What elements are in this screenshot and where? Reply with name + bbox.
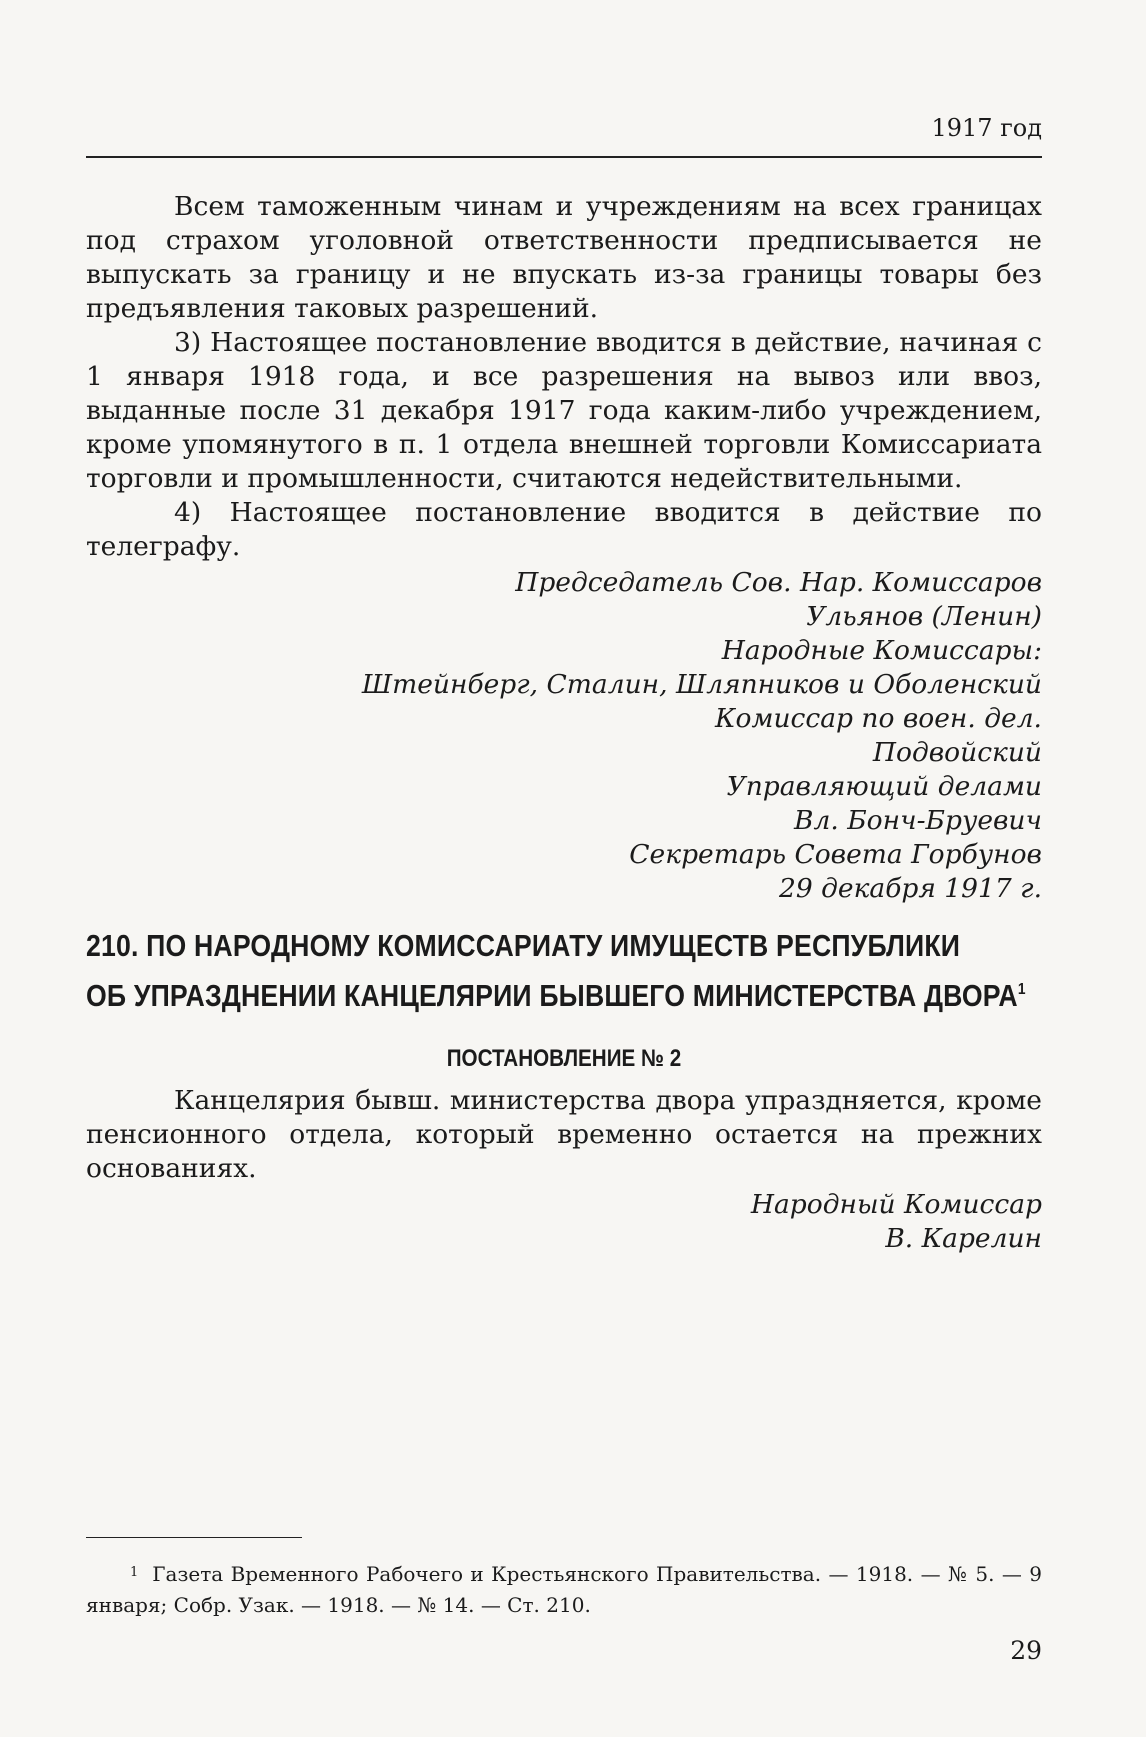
footnote-text: Газета Временного Рабочего и Крестьянского Правительства. — 1918. — № 5. — 9 января; Собр. Узак. — 1918. — № 14. — Ст. 210. xyxy=(86,1562,1042,1617)
heading-line: 210. ПО НАРОДНОМУ КОМИССАРИАТУ ИМУЩЕСТВ РЕСПУБЛИКИ xyxy=(86,928,961,963)
signature-line: Председатель Сов. Нар. Комиссаров xyxy=(515,567,1042,598)
body-paragraph: 4) Настоящее постановление вводится в действие по телеграфу. xyxy=(86,497,1042,562)
page-number: 29 xyxy=(1010,1636,1042,1665)
resolution-paragraph: Канцелярия бывш. министерства двора упраздняется, кроме пенсионного отдела, который временно остается на прежних основаниях. xyxy=(86,1085,1042,1184)
signature-date: 29 декабря 1917 г. xyxy=(778,873,1042,904)
footnote-marker: 1 xyxy=(130,1565,139,1580)
signature-line: В. Карелин xyxy=(885,1223,1042,1254)
document-heading xyxy=(86,924,1042,1018)
footnote xyxy=(86,1557,1042,1621)
signature-line: Управляющий делами xyxy=(726,771,1042,802)
signature-line: Народные Комиссары: xyxy=(721,635,1042,666)
footnote-rule xyxy=(86,1537,302,1538)
signature-line: Народный Комиссар xyxy=(750,1189,1042,1220)
page-body xyxy=(86,190,1042,1256)
body-paragraph: 3) Настоящее постановление вводится в действие, начиная с 1 января 1918 года, и все разрешения на вывоз или ввоз, выданные после 31 декабря 1917 года каким-либо учреждением, кроме упомянутого в п. 1 отдела внешней торговли Комиссариата торговли и промышленности, считаются недействительными. xyxy=(86,327,1042,494)
header-rule xyxy=(86,156,1042,158)
body-paragraph: Всем таможенным чинам и учреждениям на всех границах под страхом уголовной ответственности предписывается не выпускать за границу и не впускать из-за границы товары без предъявления таковых разрешений. xyxy=(86,191,1042,324)
running-header: 1917 год xyxy=(931,114,1042,142)
footnote-reference: 1 xyxy=(1017,981,1026,998)
signature-line: Штейнберг, Сталин, Шляпников и Оболенский xyxy=(361,669,1042,700)
signature-line: Комиссар по воен. дел. xyxy=(715,703,1042,734)
resolution-signature-block xyxy=(86,1188,1042,1256)
signature-block xyxy=(86,566,1042,906)
signature-line: Подвойский xyxy=(872,737,1042,768)
resolution-title: ПОСТАНОВЛЕНИЕ № 2 xyxy=(446,1045,682,1072)
heading-line: ОБ УПРАЗДНЕНИИ КАНЦЕЛЯРИИ БЫВШЕГО МИНИСТЕРСТВА ДВОРА$^1$ xyxy=(86,978,1026,1013)
signature-line: Вл. Бонч-Бруевич xyxy=(794,805,1042,836)
signature-line: Ульянов (Ленин) xyxy=(806,601,1042,632)
signature-line: Секретарь Совета Горбунов xyxy=(629,839,1042,870)
